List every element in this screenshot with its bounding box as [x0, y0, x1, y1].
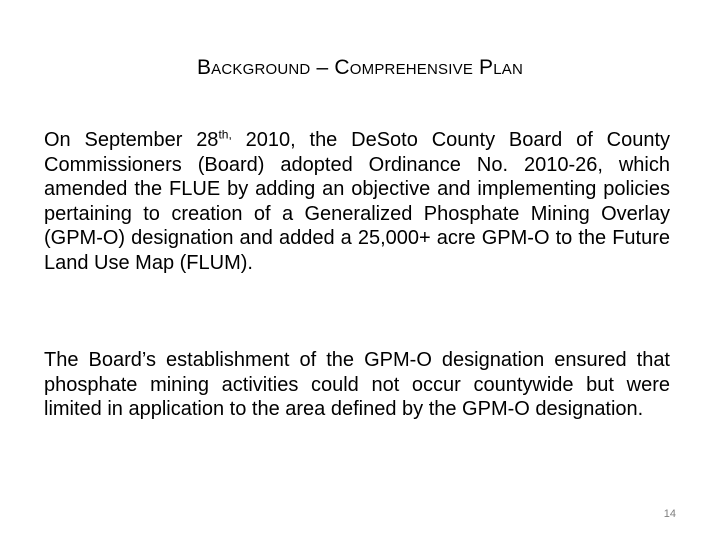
paragraph-ordinance — [44, 128, 670, 275]
paragraph-ordinance-start: On September 28 — [44, 129, 219, 151]
paragraph-ordinance-rest: 2010, the DeSoto County Board of County Commissioners (Board) adopted Ordinance No. 2010-26, which amended the FLUE by adding an objective and implementing policies pertaining to creation of a Generalized Phosphate Mining Overlay (GPM-O) designation and added a 25,000+ acre GPM-O to the Future Land Use Map (FLUM). — [44, 129, 670, 274]
slide-title: Background – Comprehensive Plan — [196, 56, 524, 79]
paragraph-designation: The Board’s establishment of the GPM-O designation ensured that phosphate mining activities could not occur countywide but were limited in application to the area defined by the GPM-O designation. — [44, 349, 670, 420]
page-number: 14 — [663, 508, 676, 520]
ordinal-suffix: th, — [218, 127, 232, 142]
